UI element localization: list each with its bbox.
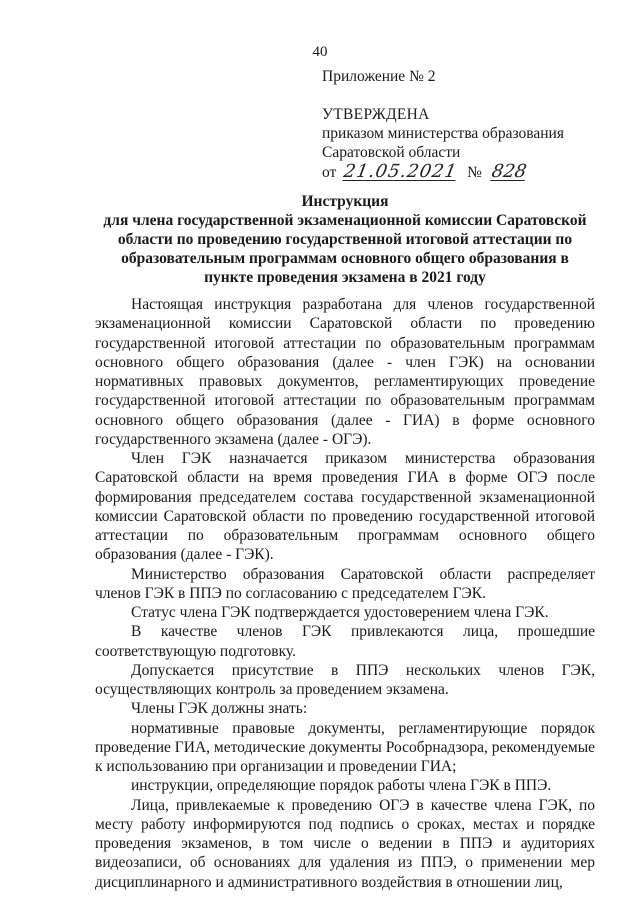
paragraph: инструкции, определяющие порядок работы члена ГЭК в ППЭ.: [131, 777, 552, 795]
paragraph: Члены ГЭК должны знать:: [131, 700, 308, 718]
paragraph: В качестве членов ГЭК привлекаются лица, прошедшие соответствующую подготовку.: [95, 623, 595, 660]
document-title: [95, 192, 595, 287]
date-prefix: от: [322, 164, 337, 181]
paragraph: Настоящая инструкция разработана для членов государственной экзаменационной комиссии Саратовской области по проведению государственной итоговой аттестации по образовательным программам основного общего образования (далее - член ГЭК) на основании нормативных правовых документов, регламентирующих проведение государственной итоговой аттестации по образовательным программам основного общего образования (далее - ГИА) в форме основного государственного экзамена (далее - ОГЭ).: [95, 296, 595, 448]
handwritten-order-number: 828: [489, 161, 529, 182]
document-body: [95, 295, 595, 892]
title-subheading: для члена государственной экзаменационной комиссии Саратовской области по проведению государственной итоговой аттестации по образовательным программам основного общего образования в пункте проведения экзамена в 2021 году: [103, 212, 587, 286]
page-number: 40: [312, 44, 328, 60]
order-date-line: [322, 162, 564, 182]
paragraph: Статус члена ГЭК подтверждается удостоверением члена ГЭК.: [131, 604, 549, 621]
paragraph: Допускается присутствие в ППЭ нескольких членов ГЭК, осуществляющих контроль за проведением экзамена.: [95, 661, 595, 698]
paragraph: Министерство образования Саратовской области распределяет членов ГЭК в ППЭ по согласованию с председателем ГЭК.: [95, 565, 595, 602]
order-line-1: приказом министерства образования: [322, 125, 564, 142]
appendix-label: Приложение № 2: [322, 68, 436, 85]
paragraph: нормативные правовые документы, регламентирующие порядок проведение ГИА, методические документы Рособрнадзора, рекомендуемые к использованию при организации и проведении ГИА;: [95, 719, 595, 775]
approved-label: УТВЕРЖДЕНА: [322, 106, 430, 123]
handwritten-date: 21.05.2021: [342, 161, 460, 182]
paragraph: Лица, привлекаемые к проведению ОГЭ в качестве члена ГЭК, по месту работу информируются под подпись о сроках, местах и порядке проведения экзаменов, в том числе о ведении в ППЭ и аудиториях видеозаписи, об основаниях для удаления из ППЭ, о применении мер дисциплинарного и административного воздействия в отношении лиц,: [95, 796, 595, 891]
title-heading: Инструкция: [301, 193, 389, 210]
paragraph: Член ГЭК назначается приказом министерства образования Саратовской области на время проведения ГИА в форме ОГЭ после формирования председателем состава государственной экзаменационной комиссии Саратовской области по проведению государственной итоговой аттестации по образовательным программам основного общего образования (далее - ГЭК).: [95, 450, 595, 564]
number-prefix: №: [467, 164, 482, 181]
order-line-2: Саратовской области: [322, 144, 461, 161]
approval-stamp-block: [322, 67, 564, 182]
